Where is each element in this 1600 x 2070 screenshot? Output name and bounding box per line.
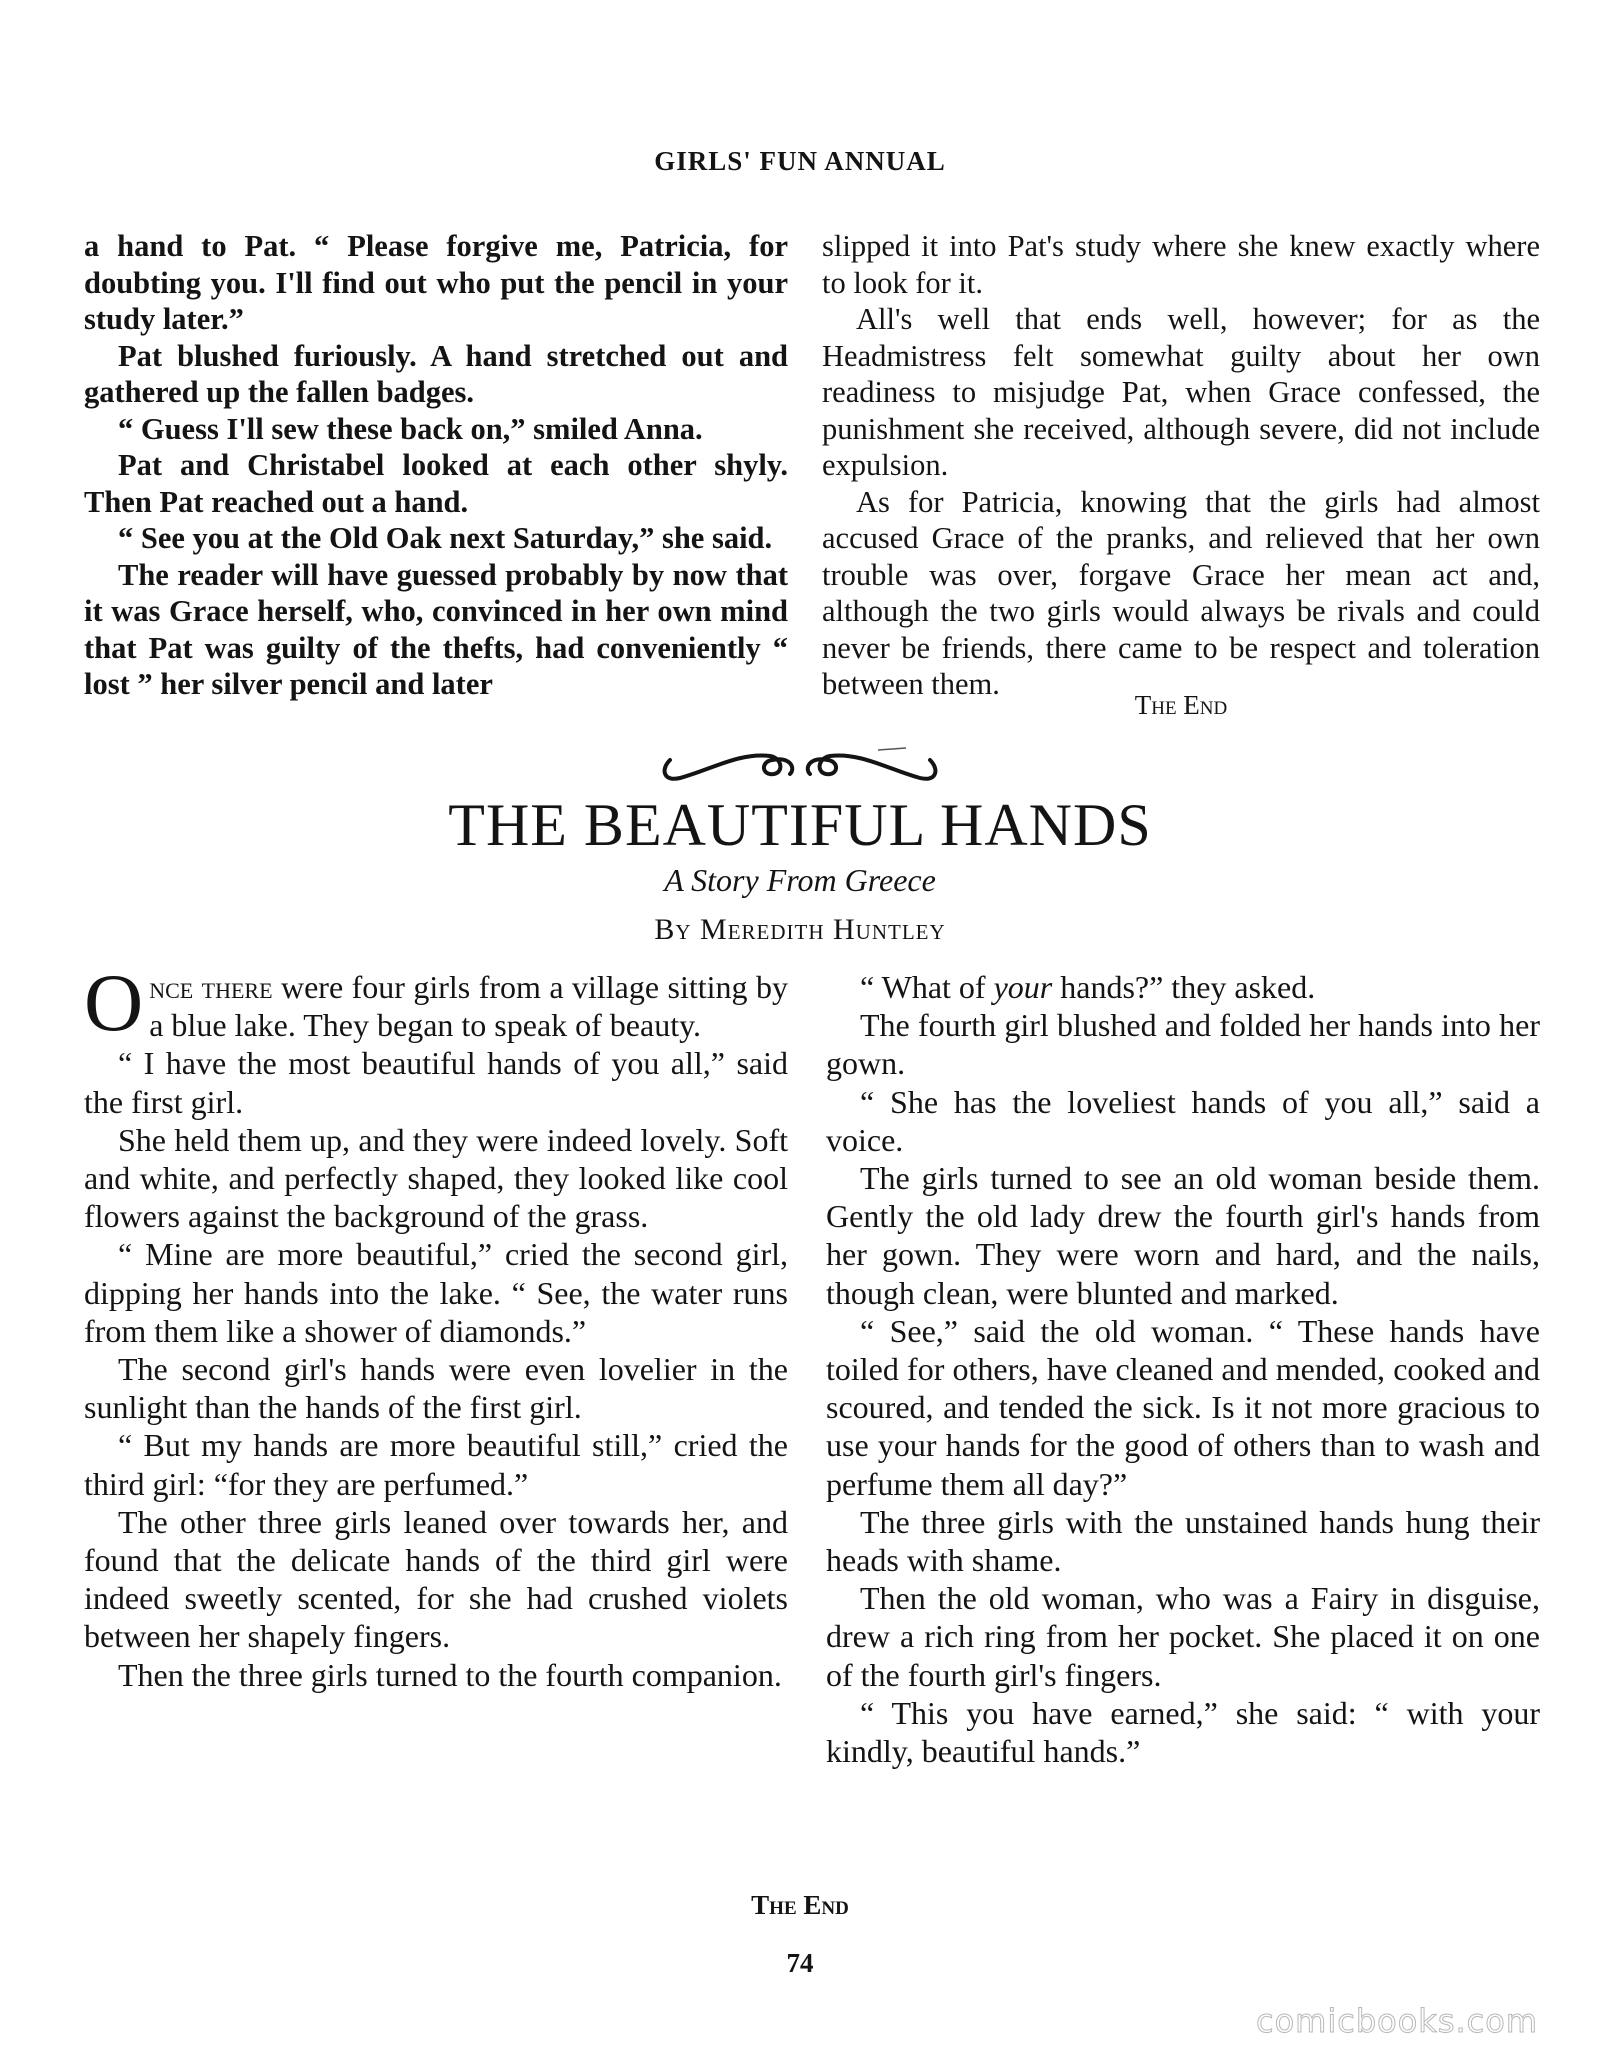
previous-story-right-column (822, 228, 1540, 703)
previous-story-end: The End (1134, 690, 1228, 720)
previous-story-paragraph: Pat and Christabel looked at each other shyly. Then Pat reached out a hand. (84, 448, 788, 519)
story-paragraph: The girls turned to see an old woman beside them. Gently the old lady drew the fourth girl's hands from her gown. They were worn and hard, and the nails, though clean, were blunted and marked. (826, 1160, 1540, 1311)
flourish-ornament-icon (650, 738, 950, 788)
story-paragraph: The fourth girl blushed and folded her hands into her gown. (826, 1007, 1540, 1082)
dialogue-text: “ What of (860, 969, 994, 1005)
story-paragraph: She held them up, and they were indeed lovely. Soft and white, and perfectly shaped, they looked like cool flowers against the background of the grass. (84, 1121, 788, 1235)
previous-story-paragraph: slipped it into Pat's study where she knew exactly where to look for it. (822, 229, 1540, 300)
previous-story-paragraph: All's well that ends well, however; for as the Headmistress felt somewhat guilty about her own readiness to misjudge Pat, when Grace confessed, the punishment she received, although severe, did not include expulsion. (822, 302, 1540, 482)
story-paragraph: The other three girls leaned over towards her, and found that the delicate hands of the third girl were indeed sweetly scented, for she had crushed violets between her shapely fingers. (84, 1503, 788, 1655)
watermark: comicbooks.com (1255, 2002, 1538, 2040)
previous-story-paragraph: “ See you at the Old Oak next Saturday,” she said. (118, 521, 773, 555)
previous-story-paragraph: The reader will have guessed probably by now that it was Grace herself, who, convinced in her own mind that Pat was guilty of the thefts, had conveniently “ lost ” her silver pencil and later (84, 557, 788, 701)
story-paragraph: The three girls with the unstained hands hung their heads with shame. (826, 1503, 1540, 1579)
story-opening-text: were four girls from a village sitting by a blue lake. They began to speak of beauty. (149, 969, 788, 1044)
story-end: The End (751, 1890, 849, 1920)
story-right-column (826, 968, 1540, 1770)
story-paragraph: “ This you have earned,” she said: “ with your kindly, beautiful hands.” (826, 1694, 1540, 1770)
story-opening-words: nce there (149, 969, 273, 1005)
story-paragraph: “ I have the most beautiful hands of you all,” said the first girl. (84, 1045, 788, 1120)
drop-cap: O (84, 957, 144, 1048)
story-paragraph (84, 957, 788, 1048)
story-paragraph: Then the old woman, who was a Fairy in disguise, drew a rich ring from her pocket. She placed it on one of the fourth girl's fingers. (826, 1580, 1540, 1693)
previous-story-paragraph: a hand to Pat. “ Please forgive me, Patricia, for doubting you. I'll find out who put the pencil in your study later.” (84, 229, 788, 336)
story-paragraph: Then the three girls turned to the fourth companion. (118, 1656, 782, 1693)
previous-story-paragraph: Pat blushed furiously. A hand stretched out and gathered up the fallen badges. (84, 338, 788, 409)
story-byline: By Meredith Huntley (654, 913, 946, 946)
previous-story-paragraph: “ Guess I'll sew these back on,” smiled Anna. (118, 411, 703, 446)
story-paragraph: “ She has the loveliest hands of you all,” said a voice. (826, 1083, 1540, 1158)
emphasis-text: your (993, 969, 1053, 1005)
previous-story-left-column (84, 228, 788, 703)
story-title: THE BEAUTIFUL HANDS (448, 792, 1152, 858)
story-paragraph (826, 968, 1540, 1006)
previous-story-paragraph: As for Patricia, knowing that the girls had almost accused Grace of the pranks, and relieved that her own trouble was over, forgave Grace her mean act and, although the two girls would always be rivals and could never be friends, there came to be respect and toleration between them. (822, 484, 1540, 701)
story-left-column (84, 957, 788, 1694)
story-paragraph: “ Mine are more beautiful,” cried the second girl, dipping her hands into the lake. “ See, the water runs from them like a shower of diamonds.” (84, 1236, 788, 1349)
story-paragraph: “ See,” said the old woman. “ These hands have toiled for others, have cleaned and mended, cooked and scoured, and tended the sick. Is it not more gracious to use your hands for the good of others than to wash and perfume them all day?” (826, 1312, 1540, 1502)
story-paragraph: The second girl's hands were even lovelier in the sunlight than the hands of the first girl. (84, 1351, 788, 1426)
story-subtitle: A Story From Greece (664, 862, 936, 898)
story-paragraph: “ But my hands are more beautiful still,” cried the third girl: “for they are perfumed.” (84, 1427, 788, 1502)
running-head: GIRLS' FUN ANNUAL (654, 146, 946, 176)
dialogue-text: hands?” they asked. (1052, 969, 1316, 1005)
page-number: 74 (786, 1948, 814, 1978)
